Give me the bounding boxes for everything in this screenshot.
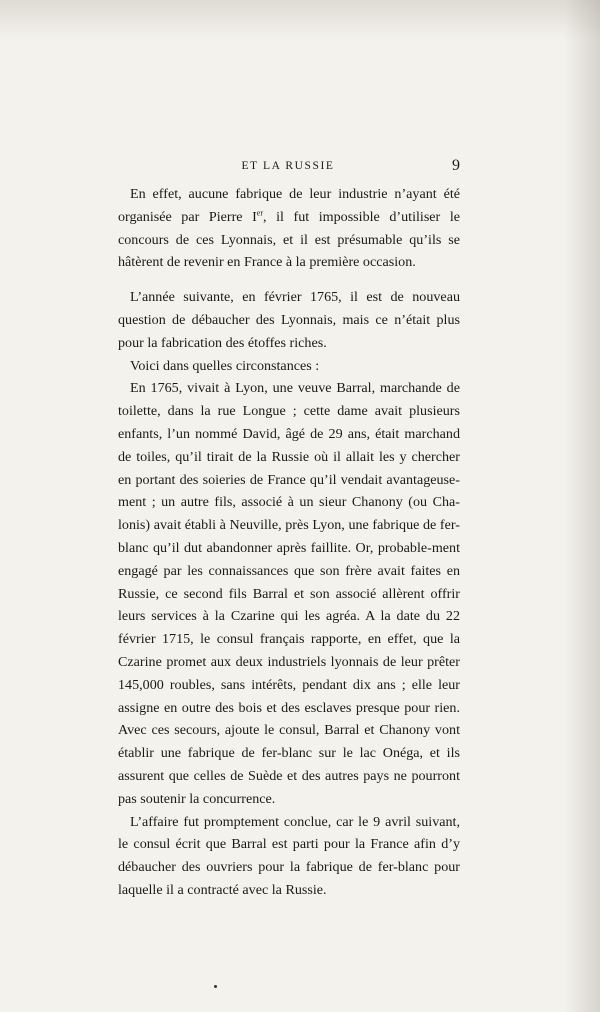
running-head xyxy=(118,157,460,179)
paragraph-4: En 1765, vivait à Lyon, une veuve Barral, marchande de toilette, dans la rue Longue ; cette dame avait plusieurs enfants, l’un nommé David, âgé de 29 ans, était marchand de toiles, qu’il tirait de la Russie où il allait les y chercher en portant des soieries de France qu’il vendait avantageuse-ment ; un autre fils, associé à un sieur Chanony (ou Cha-lonis) avait établi à Neuville, près Lyon, une fabrique de fer-blanc qu’il dut abandonner après faillite. Or, probable-ment engagé par les connaissances que son frère avait faites en Russie, ce second fils Barral et son associé allèrent offrir leurs services à la Czarine qui les agréa. A la date du 22 février 1715, le consul français rapporte, en effet, que la Czarine promet aux deux industriels lyonnais de leur prêter 145,000 roubles, sans intérêts, pendant dix ans ; elle leur assigne en outre des bois et des esclaves presque pour rien. Avec ces secours, ajoute le consul, Barral et Chanony vont établir une fabrique de fer-blanc sur le lac Onéga, et ils assurent que celles de Suède et des autres pays ne pourront pas soutenir la concurrence. xyxy=(118,380,460,807)
paragraph-2: L’année suivante, en février 1765, il est de nouveau question de débaucher des Lyonnais, mais ce n’était plus pour la fabrication des étoffes riches. xyxy=(118,289,460,351)
superscript-er: er xyxy=(256,208,264,218)
page-number: 9 xyxy=(452,157,460,174)
scan-shadow-right xyxy=(564,0,600,1012)
ink-speck xyxy=(214,985,217,988)
paragraph-1-start: En effet, aucune fabrique de leur industrie n’ayant été organisée par Pierre I xyxy=(118,186,460,225)
paragraph-3: Voici dans quelles circonstances : xyxy=(130,357,320,374)
body-text xyxy=(118,183,460,902)
paragraph-1-end: , il fut impossible d’utiliser le concours de ces Lyonnais, et il est présumable qu’ils se hâtèrent de revenir en France à la première occasion. xyxy=(118,208,460,271)
running-head-title: ET LA RUSSIE xyxy=(241,160,335,172)
paragraph-1 xyxy=(118,183,460,274)
paragraph-5: L’affaire fut promptement conclue, car le 9 avril suivant, le consul écrit que Barral est parti pour la France afin d’y débaucher des ouvriers pour la fabrique de fer-blanc pour laquelle il a contracté avec la Russie. xyxy=(118,813,460,898)
scan-shadow-top xyxy=(0,0,600,40)
